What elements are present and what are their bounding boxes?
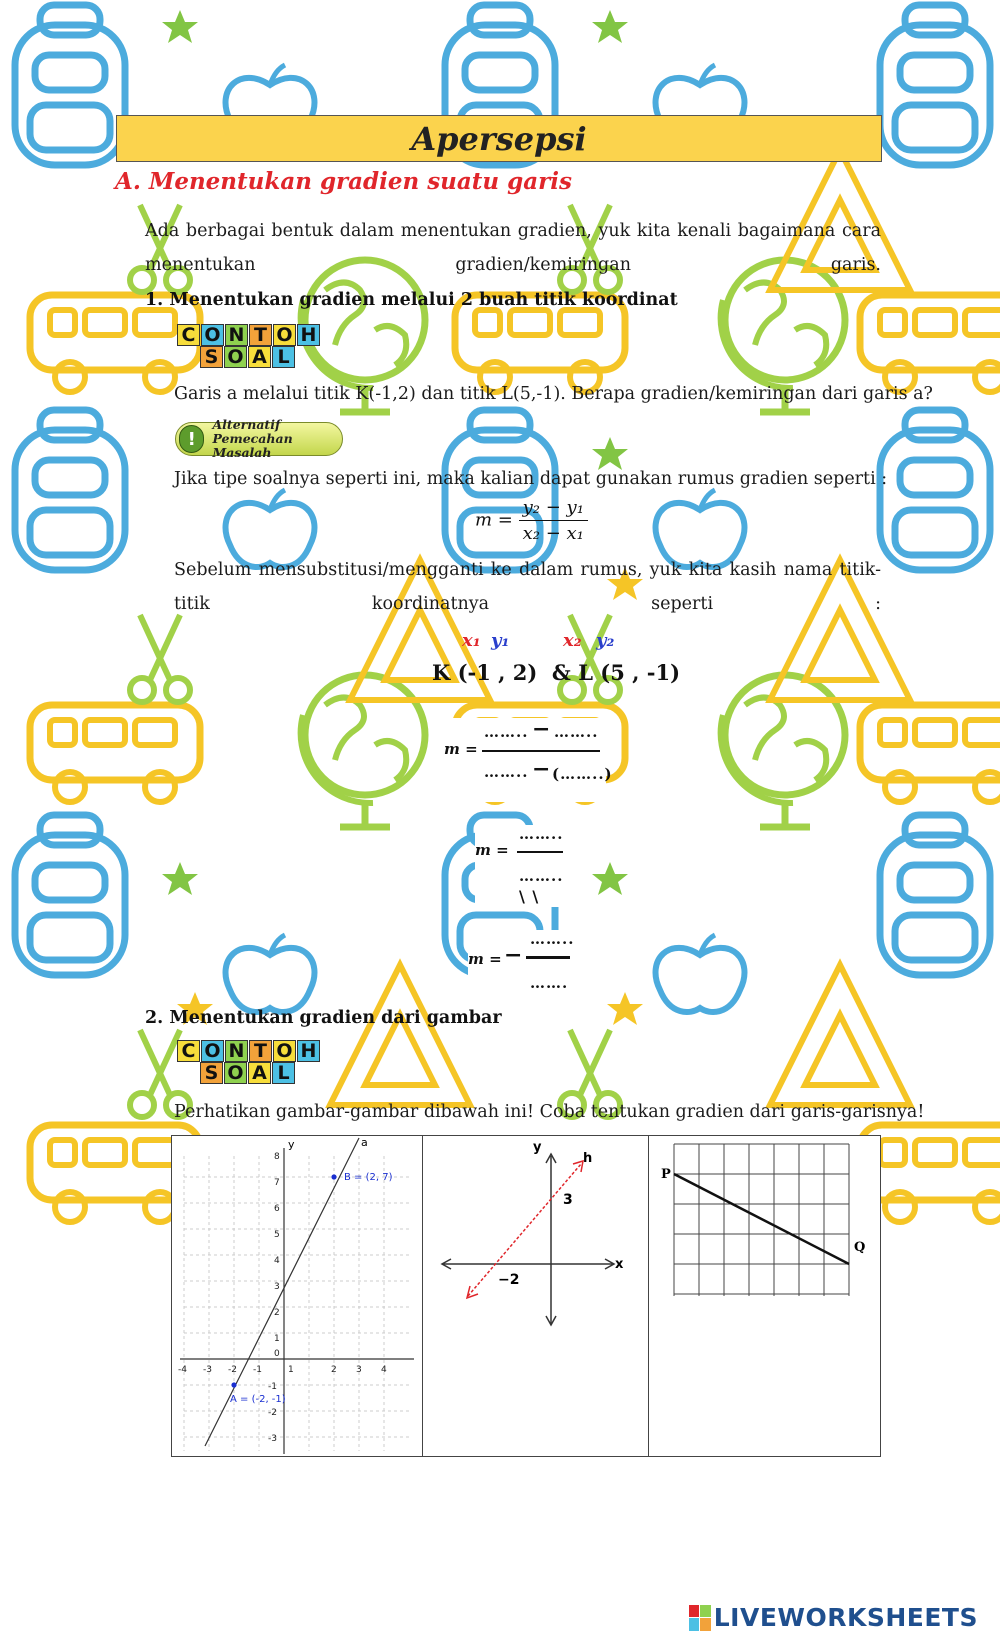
graph1-point-b: [331, 1174, 336, 1179]
graph1-y-tick: 7: [274, 1178, 280, 1188]
step1-den-a: ……..: [484, 763, 529, 781]
step3-sign: −: [504, 942, 524, 968]
step1-m: m =: [444, 740, 478, 758]
tile: O: [224, 1062, 247, 1084]
footer-brand: LIVEWORKSHEETS: [713, 1603, 978, 1632]
step3-den: …….: [530, 974, 569, 992]
graph1-axis-y-label: y: [288, 1138, 295, 1151]
step3-m: m =: [468, 950, 502, 968]
step2-m: m =: [475, 841, 509, 859]
step1-minus-den: −: [532, 756, 552, 782]
contoh-soal-row2: [200, 346, 295, 368]
label-y2: y₂: [596, 630, 615, 651]
graph1-y-tick: 3: [274, 1282, 280, 1292]
step2-box: [475, 825, 575, 907]
step2-den: ……..: [519, 867, 564, 885]
step2-num: ……..: [519, 825, 564, 843]
step3-fraction-bar: [526, 956, 570, 959]
tile: A: [248, 346, 271, 368]
graph1-y-tick: 1: [274, 1334, 280, 1344]
graph1-x-tick: -2: [228, 1365, 237, 1375]
step1-minus: −: [532, 716, 552, 742]
question2: Perhatikan gambar-gambar dibawah ini! Coba tentukan gradien dari garis-garisnya!: [174, 1102, 925, 1122]
graph1-line-label: a: [361, 1136, 368, 1149]
graph1-y-tick: 2: [274, 1308, 280, 1318]
tile: S: [200, 346, 223, 368]
liveworksheets-footer: [689, 1603, 978, 1632]
gradient-formula: [475, 497, 588, 544]
tile: T: [249, 324, 272, 346]
sebelum-paragraph: Sebelum mensubstitusi/mengganti ke dalam rumus, yuk kita kasih nama titik-titik koordinatnya seperti :: [174, 560, 881, 614]
intro-paragraph: Ada berbagai bentuk dalam menentukan gradien, yuk kita kenali bagaimana cara menentukan gradien/kemiringan garis.: [145, 221, 881, 275]
graph2-cell: [423, 1136, 649, 1456]
graph1-x-tick: -1: [253, 1365, 262, 1375]
contoh-soal-row1: [177, 1040, 320, 1062]
step1-num-a: ……..: [484, 723, 529, 741]
graph1-y-tick: 8: [274, 1152, 280, 1162]
step1-fraction-bar: [482, 750, 600, 752]
graph1-y-tick: -3: [268, 1434, 277, 1444]
step3-box: [468, 930, 578, 1012]
graph3-line-pq: [674, 1174, 849, 1264]
formula-fraction: [519, 497, 588, 544]
formula-numerator: y₂ − y₁: [522, 497, 584, 518]
contoh-soal-badge: [177, 324, 320, 368]
label-x1: x₁: [462, 630, 481, 651]
tile: O: [273, 324, 296, 346]
alternatif-line1: Alternatif: [212, 417, 281, 432]
section-a-heading: A. Menentukan gradien suatu garis: [115, 168, 572, 195]
graph2-y-intercept: 3: [563, 1192, 573, 1208]
tile: C: [177, 324, 200, 346]
tile: O: [201, 1040, 224, 1062]
graph1-grid: [184, 1156, 412, 1451]
step1-box: [436, 716, 613, 802]
graph3-point-q: Q: [854, 1240, 866, 1255]
alternatif-label: [212, 418, 342, 460]
point1-heading: 1. Menentukan gradien melalui 2 buah titik koordinat: [145, 290, 678, 310]
step3-num: ……..: [530, 930, 575, 948]
step1-num-b: ……..: [554, 723, 599, 741]
question1: Garis a melalui titik K(-1,2) dan titik L(5,-1). Berapa gradien/kemiringan dari garis a?: [174, 384, 933, 404]
graph2-axis-y-label: y: [533, 1140, 542, 1155]
exclamation-icon: !: [179, 425, 204, 453]
graphs-table: [171, 1135, 881, 1457]
graph3-cell: [649, 1136, 880, 1456]
tile: C: [177, 1040, 200, 1062]
tile: O: [224, 346, 247, 368]
graph3-point-p: P: [661, 1167, 671, 1182]
graph1: [172, 1136, 422, 1456]
tile: O: [201, 324, 224, 346]
graph1-point-b-label: B = (2, 7): [344, 1172, 393, 1183]
graph1-x-tick: 2: [331, 1365, 337, 1375]
graph1-point-a-label: A = (-2, -1): [230, 1394, 286, 1405]
tile: T: [249, 1040, 272, 1062]
alternatif-badge: [175, 417, 343, 460]
step2-hook: \ \: [519, 887, 540, 906]
graph1-x-tick: -4: [178, 1365, 187, 1375]
graph2-x-intercept: −2: [498, 1272, 520, 1288]
graph1-y-tick: -1: [268, 1382, 277, 1392]
graph1-origin-tick: 0: [274, 1349, 280, 1359]
tile: N: [225, 1040, 248, 1062]
formula-denominator: x₂ − x₁: [519, 520, 588, 544]
step1-den-b: (……..): [552, 765, 613, 783]
contoh-soal-row2: [200, 1062, 295, 1084]
graph1-y-tick: 4: [274, 1256, 280, 1266]
tile: A: [248, 1062, 271, 1084]
graph3: [649, 1136, 879, 1456]
graph2-axis-x-label: x: [615, 1257, 624, 1272]
tile: L: [272, 346, 295, 368]
tile: O: [273, 1040, 296, 1062]
contoh-soal-badge-2: [177, 1040, 320, 1084]
graph1-point-a: [231, 1382, 236, 1387]
tile: L: [272, 1062, 295, 1084]
label-y1: y₁: [491, 630, 510, 651]
tile: S: [200, 1062, 223, 1084]
graph2-line-label: h: [583, 1151, 593, 1166]
formula-m: m =: [475, 509, 513, 531]
graph2-line-h: [468, 1164, 581, 1296]
graph1-cell: [172, 1136, 423, 1456]
graph1-y-tick: 5: [274, 1230, 280, 1240]
jika-tipe-text: Jika tipe soalnya seperti ini, maka kalian dapat gunakan rumus gradien seperti :: [174, 469, 888, 489]
tile: H: [297, 324, 320, 346]
coordinates-k-l: K (-1 , 2) & L (5 , -1): [432, 660, 681, 685]
tile: H: [297, 1040, 320, 1062]
alternatif-line2: Pemecahan Masalah: [212, 431, 293, 460]
label-x2: x₂: [563, 630, 582, 651]
graph1-x-tick: -3: [203, 1365, 212, 1375]
step2-fraction-bar: [517, 851, 563, 853]
graph1-x-tick: 3: [356, 1365, 362, 1375]
graph1-y-tick: -2: [268, 1408, 277, 1418]
page-title: Apersepsi: [116, 115, 882, 162]
graph1-x-tick: 1: [288, 1365, 294, 1375]
graph2: [423, 1136, 648, 1456]
point2-heading: 2. Menentukan gradien dari gambar: [145, 1008, 502, 1028]
liveworksheets-logo-icon: [689, 1605, 711, 1631]
graph1-x-tick: 4: [381, 1365, 387, 1375]
contoh-soal-row1: [177, 324, 320, 346]
graph1-y-tick: 6: [274, 1204, 280, 1214]
tile: N: [225, 324, 248, 346]
